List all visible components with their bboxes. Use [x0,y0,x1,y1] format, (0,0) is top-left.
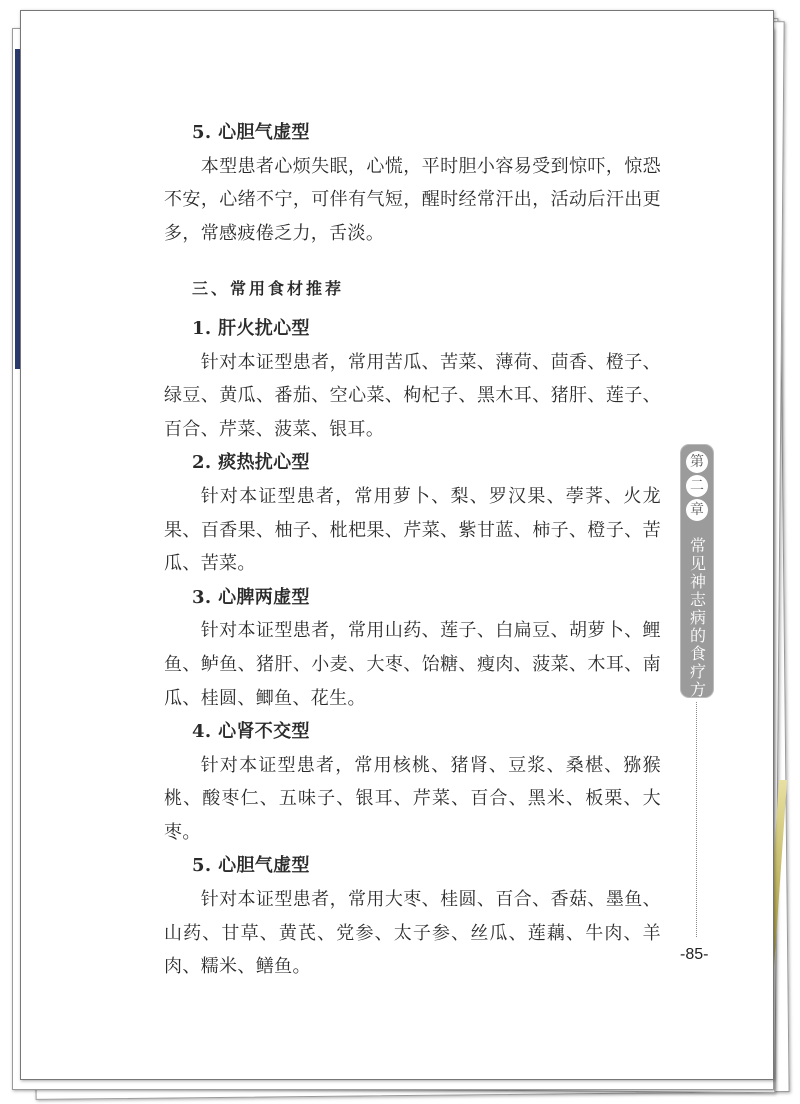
paragraph: 针对本证型患者，常用苦瓜、苦菜、薄荷、茴香、橙子、绿豆、黄瓜、番茄、空心菜、枸杞子、黑木耳、猪肝、莲子、百合、芹菜、菠菜、银耳。 [164,351,661,440]
subsection-heading: 4. 心肾不交型 [192,721,310,743]
section-title: 三、常用食材推荐 [192,279,345,299]
paragraph: 针对本证型患者，常用大枣、桂圆、百合、香菇、墨鱼、山药、甘草、黄芪、党参、太子参、丝瓜、莲藕、牛肉、羊肉、糯米、鳝鱼。 [164,889,661,978]
chapter-char: 二 [686,475,708,497]
subsection-heading: 2. 痰热扰心型 [192,452,310,474]
page-number: -85- [680,946,709,963]
chapter-char: 第 [686,451,708,473]
chapter-char: 章 [686,499,708,521]
paragraph: 针对本证型患者，常用萝卜、梨、罗汉果、荸荠、火龙果、百香果、柚子、枇杷果、芹菜、紫甘蓝、柿子、橙子、苦瓜、苦菜。 [164,485,661,575]
subsection-heading: 3. 心脾两虚型 [192,586,310,608]
paragraph: 本型患者心烦失眠，心慌，平时胆小容易受到惊吓，惊恐不安，心绪不宁，可伴有气短，醒时经常汗出，活动后汗出更多，常感疲倦乏力，舌淡。 [164,155,661,244]
dotted-divider [696,702,697,937]
subsection-heading: 5. 心胆气虚型 [192,122,310,143]
subsection-heading: 5. 心胆气虚型 [192,855,310,877]
chapter-tab [680,444,714,698]
chapter-title: 常见神志病的食疗方 [687,537,707,699]
subsection-heading: 1. 肝火扰心型 [192,317,310,339]
page-content [164,116,661,984]
paragraph: 针对本证型患者，常用核桃、猪肾、豆浆、桑椹、猕猴桃、酸枣仁、五味子、银耳、芹菜、百合、黑米、板栗、大枣。 [164,754,661,843]
paragraph: 针对本证型患者，常用山药、莲子、白扁豆、胡萝卜、鲤鱼、鲈鱼、猪肝、小麦、大枣、饴糖、瘦肉、菠菜、木耳、南瓜、桂圆、鲫鱼、花生。 [164,620,661,709]
